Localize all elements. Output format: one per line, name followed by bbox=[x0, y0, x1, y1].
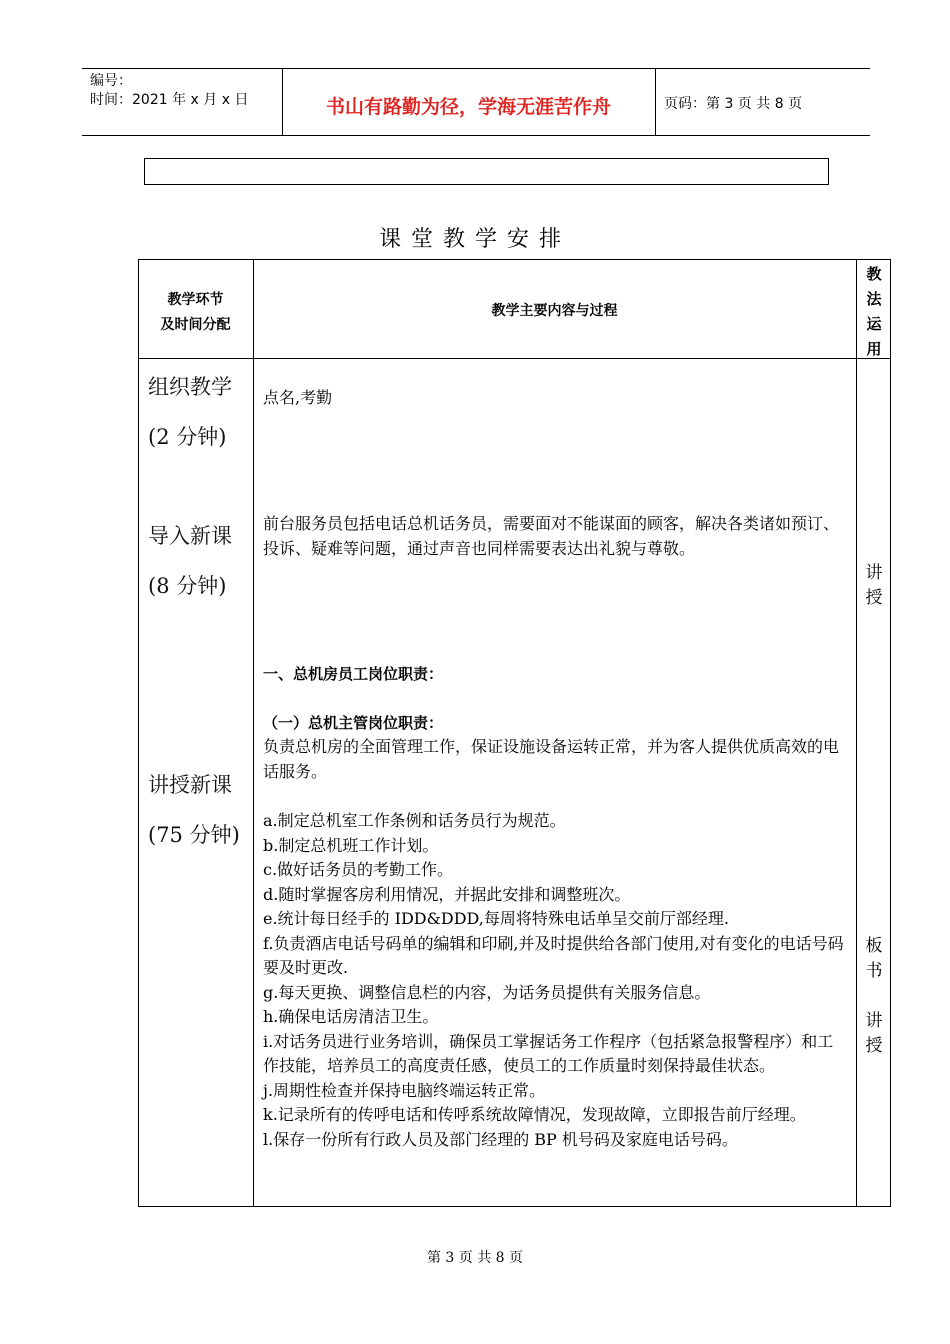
header-stage-time bbox=[138, 288, 253, 338]
header-divider-right bbox=[655, 68, 656, 136]
header-time-alloc: 及时间分配 bbox=[160, 317, 231, 333]
list-item: l.保存一份所有行政人员及部门经理的 BP 机号码及家庭电话号码。 bbox=[263, 1129, 738, 1149]
section-lecture: 讲授新课 bbox=[148, 773, 232, 797]
header-time: 时间：2021 年 x 月 x 日 bbox=[90, 92, 249, 108]
table-col-divider-2 bbox=[856, 259, 857, 1207]
section-intro-time: (8 分钟) bbox=[148, 574, 227, 598]
table-header-rule bbox=[138, 358, 891, 359]
list-item: i.对话务员进行业务培训，确保员工掌握话务工作程序（包括紧急报警程序）和工作技能，培养员工的高度责任感，使员工的工作质量时刻保持最佳状态。 bbox=[263, 1031, 834, 1075]
header-top-rule bbox=[82, 68, 870, 69]
method-char: 板 bbox=[865, 936, 883, 956]
content-heading-2 bbox=[263, 711, 846, 736]
header-method-char: 运 bbox=[866, 315, 882, 333]
heading-duties: 一、总机房员工岗位职责： bbox=[263, 665, 444, 683]
method-char: 授 bbox=[865, 588, 883, 608]
header-method-char: 法 bbox=[866, 290, 882, 308]
list-item: a.制定总机室工作条例和话务员行为规范。 bbox=[263, 811, 566, 830]
header-page-info: 页码：第 3 页 共 8 页 bbox=[664, 96, 803, 112]
header-method-char: 用 bbox=[866, 340, 882, 358]
list-item: g.每天更换、调整信息栏的内容，为话务员提供有关服务信息。 bbox=[263, 982, 711, 1002]
section-organize: 组织教学 bbox=[148, 375, 232, 399]
method-char: 书 bbox=[865, 961, 883, 981]
content-roll-call: 点名,考勤 bbox=[263, 388, 333, 407]
duty-list bbox=[263, 809, 846, 1152]
method-char: 讲 bbox=[865, 1011, 883, 1031]
section-organize-time: (2 分钟) bbox=[148, 425, 227, 449]
header-method bbox=[857, 262, 891, 362]
table-col-divider-1 bbox=[253, 259, 254, 1207]
list-item: f.负责酒店电话号码单的编辑和印刷,并及时提供给各部门使用,对有变化的电话号码要及时更改. bbox=[263, 933, 844, 977]
header-stage: 教学环节 bbox=[167, 292, 224, 308]
header-number: 编号： bbox=[90, 73, 132, 89]
content-intro: 前台服务员包括电话总机话务员，需要面对不能谋面的顾客，解决各类诸如预订、投诉、疑难等问题，通过声音也同样需要表达出礼貌与尊敬。 bbox=[263, 514, 840, 558]
list-item: c.做好话务员的考勤工作。 bbox=[263, 860, 454, 879]
method-char: 授 bbox=[865, 1036, 883, 1056]
method-lecture-2 bbox=[857, 1009, 891, 1059]
method-lecture-1 bbox=[857, 561, 891, 611]
list-item: b.制定总机班工作计划。 bbox=[263, 835, 439, 855]
heading-supervisor: （一）总机主管岗位职责： bbox=[263, 714, 444, 732]
method-blackboard bbox=[857, 934, 891, 984]
method-char: 讲 bbox=[865, 563, 883, 583]
section-lecture-time: (75 分钟) bbox=[148, 823, 240, 847]
content-heading-1 bbox=[263, 662, 846, 687]
list-item: j.周期性检查并保持电脑终端运转正常。 bbox=[263, 1080, 546, 1100]
header-method-char: 教 bbox=[866, 265, 882, 283]
page-footer: 第 3 页 共 8 页 bbox=[426, 1250, 524, 1266]
list-item: e.统计每日经手的 IDD&DDD,每周将特殊电话单呈交前厅部经理. bbox=[263, 909, 729, 928]
page-title: 课堂教学安排 bbox=[378, 227, 571, 252]
blank-box bbox=[144, 158, 829, 185]
list-item: h.确保电话房清洁卫生。 bbox=[263, 1007, 439, 1026]
header-meta bbox=[90, 72, 248, 110]
header-content: 教学主要内容与过程 bbox=[491, 303, 618, 319]
list-item: k.记录所有的传呼电话和传呼系统故障情况，发现故障，立即报告前厅经理。 bbox=[263, 1105, 806, 1124]
content-duty-intro: 负责总机房的全面管理工作，保证设施设备运转正常，并为客人提供优质高效的电话服务。 bbox=[263, 737, 840, 781]
section-intro: 导入新课 bbox=[148, 524, 232, 548]
header-bottom-rule bbox=[82, 135, 870, 136]
list-item: d.随时掌握客房利用情况，并据此安排和调整班次。 bbox=[263, 884, 631, 904]
header-motto: 书山有路勤为径，学海无涯苦作舟 bbox=[325, 96, 611, 118]
